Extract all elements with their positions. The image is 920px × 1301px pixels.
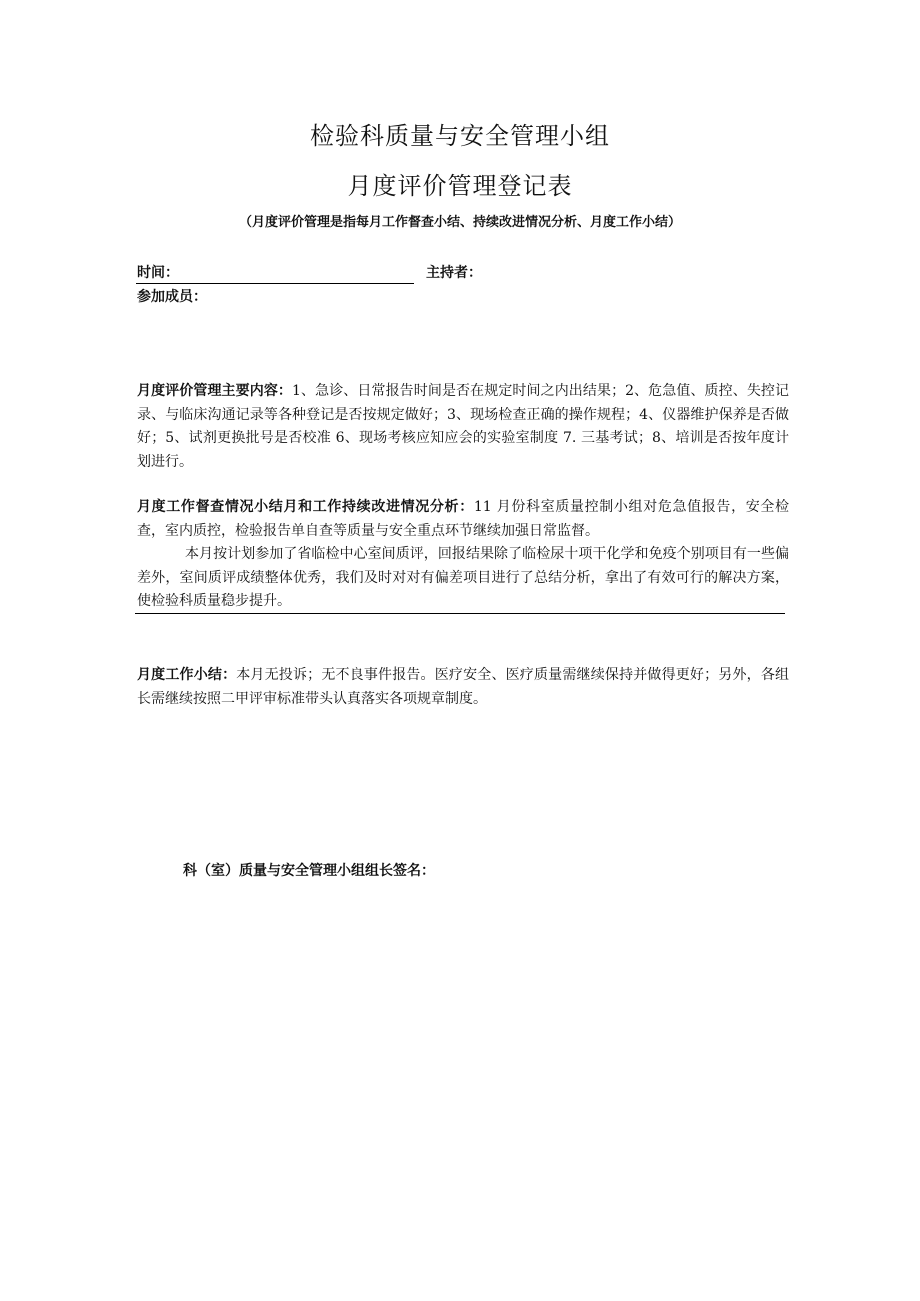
document-note: （月度评价管理是指每月工作督查小结、持续改进情况分析、月度工作小结） bbox=[238, 215, 681, 230]
main-content-text: 1、急诊、日常报告时间是否在规定时间之内出结果；2、危急值、质控、失控记录、与临床沟通记录等各种登记是否按规定做好；3、现场检查正确的操作规程；4、仪器维护保养是否做好；5、试剂更换批号是否校准 6、现场考核应知应会的实验室制度 7. 三基考试；8、培训是否按年度计划进行。 bbox=[137, 383, 790, 470]
supervision-label: 月度工作督查情况小结月和工作持续改进情况分析： bbox=[137, 499, 474, 515]
summary-text: 本月无投诉；无不良事件报告。医疗安全、医疗质量需继续保持并做得更好；另外，各组长需继续按照二甲评审标准带头认真落实各项规章制度。 bbox=[137, 667, 790, 707]
document-title: 检验科质量与安全管理小组 bbox=[310, 122, 610, 150]
summary-section bbox=[137, 664, 789, 711]
time-underline bbox=[136, 283, 414, 284]
document-subtitle-form-name: 月度评价管理登记表 bbox=[347, 172, 573, 200]
main-content-label: 月度评价管理主要内容： bbox=[137, 383, 293, 399]
section-divider bbox=[135, 613, 785, 614]
supervision-section bbox=[137, 496, 789, 543]
summary-label: 月度工作小结： bbox=[137, 667, 237, 683]
signature-label: 科（室）质量与安全管理小组组长签名： bbox=[183, 863, 435, 879]
main-content-section bbox=[137, 380, 789, 474]
supervision-paragraph-2: 本月按计划参加了省临检中心室间质评，回报结果除了临检尿十项干化学和免疫个别项目有一些偏差外，室间质评成绩整体优秀，我们及时对对有偏差项目进行了总结分析，拿出了有效可行的解决方案，使检验科质量稳步提升。 bbox=[137, 546, 789, 609]
supervision-text: 11 月份科室质量控制小组对危急值报告，安全检查，室内质控，检验报告单自查等质量与安全重点环节继续加强日常监督。 bbox=[137, 499, 790, 539]
host-label: 主持者： bbox=[426, 265, 482, 281]
members-label: 参加成员： bbox=[137, 289, 207, 305]
time-label: 时间： bbox=[137, 265, 179, 281]
